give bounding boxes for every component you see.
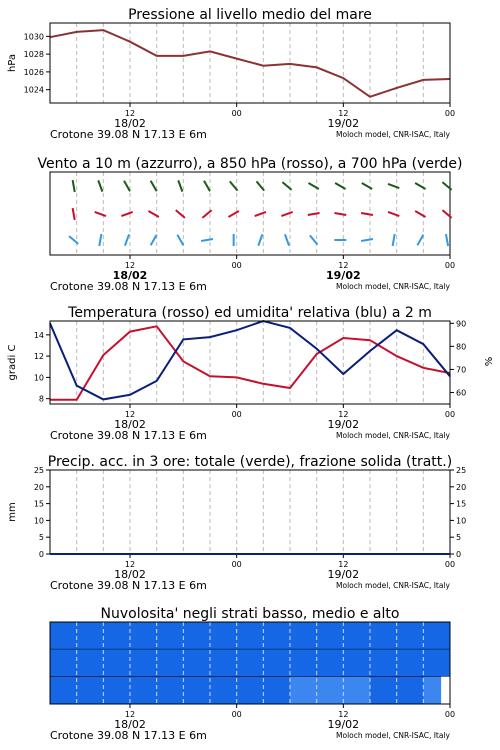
barb-shaft (415, 183, 425, 189)
wind-barb (308, 183, 318, 189)
y-tick-label: 12 (33, 352, 44, 362)
barb-shaft (446, 234, 448, 246)
cloud-cell (317, 622, 344, 649)
barb-shaft (255, 212, 266, 216)
location-label: Crotone 39.08 N 17.13 E 6m (50, 128, 207, 141)
panel-title: Vento a 10 m (azzurro), a 850 hPa (rosso), a 700 hPa (verde) (37, 156, 463, 172)
date-label: 19/02 (327, 418, 360, 431)
barb-shaft (388, 184, 399, 188)
wind-barb (335, 183, 345, 189)
barb-shaft (335, 183, 345, 189)
cloud-cell (157, 677, 184, 704)
barb-shaft (417, 235, 423, 245)
cloud-cell (157, 622, 184, 649)
x-tick-label: 12 (124, 261, 136, 270)
cloud-cell (397, 649, 424, 676)
y-tick-label-right: 0 (456, 550, 462, 559)
x-tick-label: 00 (231, 560, 242, 569)
barb-shaft (151, 181, 157, 191)
y-tick-label: 25 (33, 466, 44, 475)
humidity-line (50, 321, 450, 399)
cloud-cell (130, 622, 157, 649)
cloud-cell (237, 677, 264, 704)
cloud-cell (50, 622, 77, 649)
date-label: 19/02 (326, 269, 361, 282)
cloud-cell (130, 649, 157, 676)
cloud-cell (183, 622, 210, 649)
cloud-cell (210, 622, 237, 649)
wind-barb (362, 183, 372, 189)
wind-barb (361, 213, 373, 215)
panel-title: Precip. acc. in 3 ore: totale (verde), frazione solida (tratt.) (47, 454, 453, 470)
x-tick-label: 00 (444, 410, 456, 419)
x-tick-label: 12 (124, 109, 136, 118)
x-tick-label: 00 (231, 109, 242, 118)
y-tick-label: 1026 (23, 67, 44, 77)
wind-barb (95, 212, 106, 216)
y-tick-label: 8 (38, 394, 44, 404)
y-tick-label-right: 90 (456, 319, 467, 329)
wind-barb (151, 235, 157, 245)
barb-shaft (151, 235, 157, 245)
x-tick-label: 12 (338, 710, 349, 719)
y-tick-label: 14 (33, 330, 44, 340)
wind-barb (258, 234, 262, 245)
barb-shaft (308, 183, 318, 189)
model-credit: Moloch model, CNR-ISAC, Italy (336, 731, 450, 740)
cloud-cell (290, 677, 317, 704)
barb-shaft (125, 234, 129, 245)
cloud-cell (343, 649, 370, 676)
barb-shaft (308, 213, 320, 215)
y-tick-label: 10 (33, 516, 44, 526)
wind-barb (417, 235, 423, 245)
wind-barb (98, 180, 102, 191)
cloud-cell (210, 677, 237, 704)
wind-barb (201, 239, 213, 241)
x-tick-label: 12 (124, 410, 136, 419)
y-tick-label-right: 10 (456, 516, 467, 526)
y-axis-label: mm (7, 502, 18, 522)
panel-2 (7, 305, 495, 442)
x-tick-label: 00 (444, 109, 456, 118)
cloud-cell (50, 649, 77, 676)
y-tick-label-right: 70 (456, 365, 467, 375)
y-tick-label: 5 (38, 533, 44, 543)
barb-shaft (177, 235, 183, 245)
y-tick-label: 1024 (23, 85, 44, 95)
date-label: 18/02 (114, 117, 146, 130)
panel-1 (37, 156, 462, 293)
barb-shaft (73, 180, 75, 192)
date-label: 19/02 (327, 718, 360, 731)
x-tick-label: 00 (231, 261, 242, 270)
cloud-cell (343, 677, 370, 704)
cloud-cell (103, 649, 130, 676)
panel-title: Nuvolosita' negli strati basso, medio e alto (100, 606, 400, 622)
wind-barb (308, 213, 320, 215)
y-tick-label: 1028 (23, 50, 44, 60)
barb-shaft (285, 234, 289, 245)
cloud-cell (103, 677, 130, 704)
barb-shaft (148, 211, 158, 217)
wind-barb (177, 235, 183, 245)
x-tick-label: 12 (338, 410, 349, 419)
x-tick-label: 12 (338, 560, 349, 569)
wind-barb (125, 234, 129, 245)
y-tick-label-right: 80 (456, 342, 467, 352)
barb-shaft (73, 208, 75, 220)
barb-shaft (95, 212, 106, 216)
barb-shaft (178, 180, 182, 191)
wind-barb (285, 234, 289, 245)
y-tick-label-right: 20 (456, 482, 467, 492)
y-tick-label-right: 25 (456, 466, 467, 475)
date-label: 18/02 (112, 269, 148, 282)
wind-barb (73, 208, 75, 220)
barb-shaft (361, 213, 373, 215)
y-tick-label: 10 (33, 373, 44, 383)
cloud-cell (290, 649, 317, 676)
cloud-cell (77, 622, 104, 649)
cloud-cell (423, 649, 450, 676)
location-label: Crotone 39.08 N 17.13 E 6m (50, 429, 207, 442)
x-tick-label: 12 (338, 109, 349, 118)
cloud-cell (77, 677, 104, 704)
y-tick-label: 20 (33, 482, 44, 492)
wind-barb (281, 212, 292, 216)
wind-barb (99, 234, 101, 246)
model-credit: Moloch model, CNR-ISAC, Italy (336, 431, 450, 440)
wind-barb (361, 239, 373, 241)
model-credit: Moloch model, CNR-ISAC, Italy (336, 130, 450, 139)
cloud-cell (263, 649, 290, 676)
barb-shaft (258, 234, 262, 245)
wind-barb (178, 180, 182, 191)
model-credit: Moloch model, CNR-ISAC, Italy (336, 282, 450, 291)
cloud-cell (343, 622, 370, 649)
panel-title: Temperatura (rosso) ed umidita' relativa (blu) a 2 m (68, 305, 432, 321)
date-label: 19/02 (327, 117, 360, 130)
pressure-line (50, 30, 450, 97)
cloud-cell (370, 677, 397, 704)
cloud-cell (130, 677, 157, 704)
cloud-cell (103, 622, 130, 649)
cloud-cell (370, 649, 397, 676)
panel-4 (50, 606, 455, 742)
x-tick-label: 12 (124, 710, 136, 719)
date-label: 18/02 (114, 418, 146, 431)
barb-shaft (99, 234, 101, 246)
y-tick-label-right: 5 (456, 533, 462, 543)
barb-shaft (121, 212, 132, 216)
barb-shaft (281, 212, 292, 216)
cloud-cell (317, 649, 344, 676)
barb-shaft (361, 239, 373, 241)
cloud-cell (397, 677, 424, 704)
wind-barb (393, 234, 395, 246)
location-label: Crotone 39.08 N 17.13 E 6m (50, 280, 207, 293)
y-axis-label: gradi C (7, 344, 18, 381)
y-tick-label-right: 60 (456, 388, 467, 398)
location-label: Crotone 39.08 N 17.13 E 6m (50, 579, 207, 592)
plot-frame (50, 321, 450, 404)
wind-barb (388, 212, 399, 216)
wind-barb (121, 212, 132, 216)
y-tick-label: 15 (33, 499, 44, 509)
y-axis-label-right: % (484, 356, 495, 367)
wind-barb (204, 181, 210, 191)
y-tick-label: 0 (38, 550, 44, 559)
cloud-cell (397, 622, 424, 649)
cloud-cell (183, 677, 210, 704)
cloud-cell (50, 677, 77, 704)
x-tick-label: 00 (231, 410, 242, 419)
barb-shaft (204, 181, 210, 191)
location-label: Crotone 39.08 N 17.13 E 6m (50, 729, 207, 742)
y-tick-label: 1030 (23, 32, 44, 42)
cloud-cell (441, 677, 450, 704)
cloud-cell (237, 649, 264, 676)
x-tick-label: 00 (444, 560, 456, 569)
x-tick-label: 12 (124, 560, 136, 569)
date-label: 18/02 (114, 718, 146, 731)
barb-shaft (334, 213, 346, 215)
wind-barb (228, 211, 238, 217)
cloud-cell (210, 649, 237, 676)
y-axis-label: hPa (7, 53, 18, 73)
wind-barb (151, 181, 157, 191)
panel-title: Pressione al livello medio del mare (128, 7, 372, 23)
cloud-cell (77, 649, 104, 676)
cloud-cell (423, 622, 450, 649)
panel-3 (7, 454, 466, 592)
cloud-cell (237, 622, 264, 649)
wind-barb (124, 181, 130, 191)
plot-frame (50, 470, 450, 554)
x-tick-label: 00 (444, 710, 456, 719)
cloud-cell (157, 649, 184, 676)
cloud-cell (290, 622, 317, 649)
cloud-cell (263, 622, 290, 649)
wind-barb (73, 180, 75, 192)
x-tick-label: 00 (444, 261, 456, 270)
barb-shaft (415, 211, 425, 217)
cloud-cell (183, 649, 210, 676)
model-credit: Moloch model, CNR-ISAC, Italy (336, 581, 450, 590)
cloud-cell (370, 622, 397, 649)
barb-shaft (388, 212, 399, 216)
x-tick-label: 00 (231, 710, 242, 719)
wind-barb (148, 211, 158, 217)
cloud-cell (317, 677, 344, 704)
date-label: 18/02 (114, 568, 146, 581)
y-tick-label-right: 15 (456, 499, 467, 509)
barb-shaft (124, 181, 130, 191)
x-tick-label: 12 (338, 261, 349, 270)
barb-shaft (201, 239, 213, 241)
panel-0 (7, 7, 455, 141)
wind-barb (388, 184, 399, 188)
cloud-cell (263, 677, 290, 704)
wind-barb (415, 211, 425, 217)
date-label: 19/02 (327, 568, 360, 581)
temperature-line (50, 326, 450, 399)
barb-shaft (228, 211, 238, 217)
wind-barb (255, 212, 266, 216)
wind-barb (334, 213, 346, 215)
wind-barb (446, 234, 448, 246)
barb-shaft (98, 180, 102, 191)
barb-shaft (362, 183, 372, 189)
barb-shaft (393, 234, 395, 246)
wind-barb (415, 183, 425, 189)
